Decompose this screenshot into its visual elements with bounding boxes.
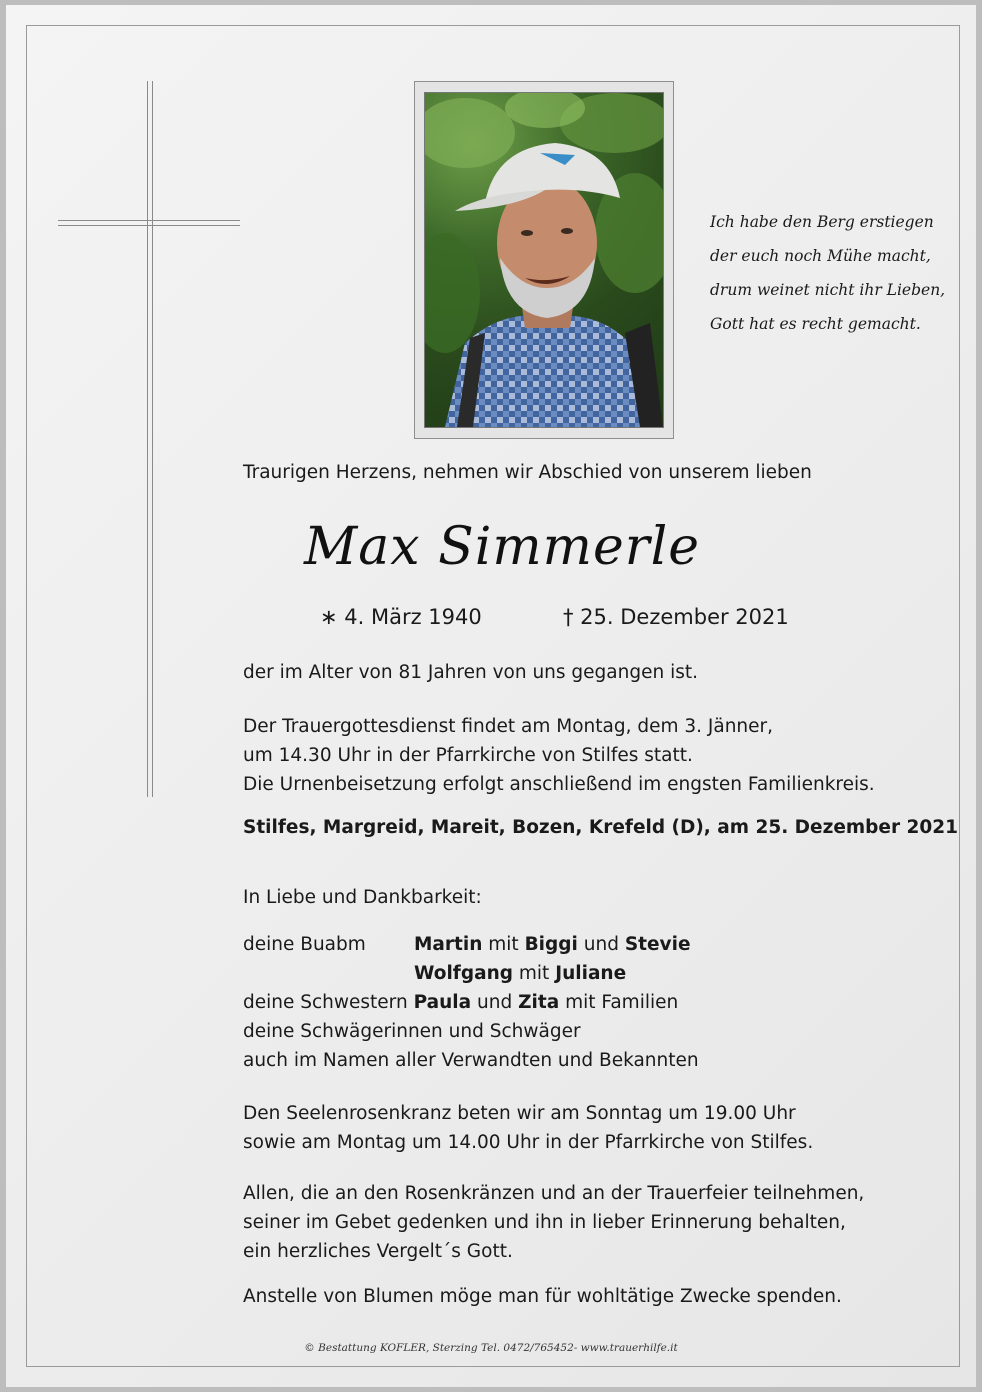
family-row-relatives: auch im Namen aller Verwandten und Bekannten: [243, 1050, 699, 1071]
family-name: Juliane: [555, 963, 627, 984]
family-row-sons: [243, 934, 366, 955]
family-connector: mit: [488, 934, 519, 955]
service-line: Die Urnenbeisetzung erfolgt anschließend im engsten Familienkreis.: [243, 774, 875, 795]
family-label: deine Schwestern: [243, 992, 408, 1013]
gratitude-line: Allen, die an den Rosenkränzen und an der Trauerfeier teilnehmen,: [243, 1183, 865, 1204]
family-name: Wolfgang: [414, 963, 513, 984]
portrait-photo: [424, 92, 664, 428]
poem-line: drum weinet nicht ihr Lieben,: [710, 281, 946, 299]
family-name: Paula: [413, 992, 472, 1013]
gratitude-line: seiner im Gebet gedenken und ihn in lieber Erinnerung behalten,: [243, 1212, 846, 1233]
flowers-note: Anstelle von Blumen möge man für wohltätige Zwecke spenden.: [243, 1286, 842, 1307]
intro-text: Traurigen Herzens, nehmen wir Abschied von unserem lieben: [243, 462, 812, 483]
family-label: deine Buabm: [243, 934, 366, 955]
family-name: Biggi: [524, 934, 578, 955]
portrait-frame: [414, 81, 674, 439]
gratitude-line: ein herzliches Vergelt´s Gott.: [243, 1241, 513, 1262]
service-info: [243, 712, 875, 799]
obituary-card: [6, 5, 976, 1387]
family-row-sisters: [243, 992, 678, 1013]
family-connector: mit Familien: [565, 992, 679, 1013]
poem: [710, 205, 960, 341]
deceased-name: Max Simmerle: [303, 517, 700, 577]
family-connector: und: [583, 934, 619, 955]
service-line: um 14.30 Uhr in der Pfarrkirche von Stilfes statt.: [243, 745, 693, 766]
poem-line: Gott hat es recht gemacht.: [710, 315, 921, 333]
gratitude-text: [243, 1179, 864, 1266]
family-name: Zita: [518, 992, 560, 1013]
death-date: † 25. Dezember 2021: [563, 605, 789, 629]
family-name: Stevie: [624, 934, 691, 955]
birth-date: ∗ 4. März 1940: [320, 605, 482, 629]
family-row-sons-names: [414, 934, 691, 955]
family-connector: und: [477, 992, 513, 1013]
rosary-line: sowie am Montag um 14.00 Uhr in der Pfarrkirche von Stilfes.: [243, 1132, 814, 1153]
family-name: Martin: [414, 934, 483, 955]
rosary-info: [243, 1099, 813, 1157]
age-line: der im Alter von 81 Jahren von uns gegangen ist.: [243, 662, 698, 683]
cross-icon: [58, 81, 240, 797]
family-row-sons-2: [414, 963, 626, 984]
service-line: Der Trauergottesdienst findet am Montag, dem 3. Jänner,: [243, 716, 774, 737]
place-date: Stilfes, Margreid, Mareit, Bozen, Krefeld (D), am 25. Dezember 2021: [243, 817, 959, 838]
poem-line: der euch noch Mühe macht,: [710, 247, 931, 265]
family-row-inlaws: deine Schwägerinnen und Schwäger: [243, 1021, 581, 1042]
family-connector: mit: [518, 963, 550, 984]
rosary-line: Den Seelenrosenkranz beten wir am Sonntag um 19.00 Uhr: [243, 1103, 796, 1124]
footer-credit: © Bestattung KOFLER, Sterzing Tel. 0472/765452- www.trauerhilfe.it: [304, 1342, 678, 1354]
thanks-intro: In Liebe und Dankbarkeit:: [243, 887, 482, 908]
poem-line: Ich habe den Berg erstiegen: [710, 213, 934, 231]
